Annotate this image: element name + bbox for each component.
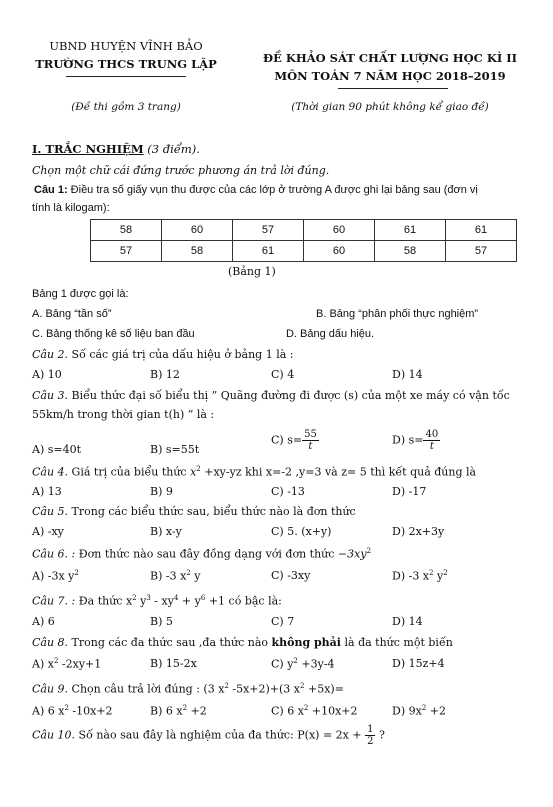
header-rule-left [66, 76, 186, 77]
q3-line1 [32, 389, 510, 402]
q9-option-b[interactable] [150, 704, 207, 718]
time-note: (Thời gian 90 phút không kể giao đề) [291, 101, 489, 113]
q7-exp-1: 2 [132, 594, 137, 602]
q8-stem [32, 636, 453, 649]
q9-a-exponent: 2 [64, 704, 69, 712]
q3-text: Biểu thức đại số biểu thị ” Quãng đường đi được (s) của một xe máy có vận tốc [68, 389, 510, 402]
q2-stem [32, 348, 293, 361]
table-cell: 58 [91, 220, 162, 241]
q6-d-exponent-2: 2 [443, 569, 448, 577]
q9-exp-1: 2 [224, 682, 229, 690]
q8-option-a[interactable] [32, 657, 101, 671]
q8-c-prefix: C) y [271, 657, 294, 671]
q4-exponent: 2 [196, 465, 201, 473]
q2-text: Số các giá trị của dấu hiệu ở bảng 1 là : [68, 348, 294, 361]
q7-option-c[interactable]: C) 7 [271, 615, 295, 628]
q3-d-numerator: 40 [425, 429, 439, 440]
q6-d-exponent-1: 2 [429, 569, 434, 577]
q6-option-a[interactable] [32, 569, 79, 583]
q9-c-tail: +10x+2 [308, 704, 358, 718]
q7-text-e: +1 có bậc là: [205, 594, 282, 608]
q9-d-prefix: D) 9x [392, 704, 422, 718]
q3-option-b[interactable]: B) s=55t [150, 443, 200, 456]
q6-a-text: A) -3x y [32, 569, 75, 583]
q2-option-c[interactable]: C) 4 [271, 368, 295, 381]
table-row [91, 220, 517, 241]
q5-option-c[interactable]: C) 5. (x+y) [271, 525, 332, 538]
q6-b-exponent: 2 [186, 569, 191, 577]
q9-text-3: +5x)= [304, 682, 344, 696]
q4-option-b[interactable]: B) 9 [150, 485, 173, 498]
q6-option-b[interactable] [150, 569, 200, 583]
q1-option-b[interactable]: B. Bảng “phân phối thực nghiệm” [316, 308, 479, 320]
q5-stem [32, 505, 356, 518]
q7-text-d: + y [178, 594, 201, 608]
q1-label: Câu 1: [34, 184, 68, 196]
q6-d-text: D) -3 x [392, 569, 430, 583]
q6-monomial: −3xy [337, 547, 367, 561]
q1-line2: tính là kilogam): [32, 202, 110, 214]
q7-option-b[interactable]: B) 5 [150, 615, 173, 628]
q7-text-b: y [136, 594, 147, 608]
q10-text: Số nào sau đây là nghiệm của đa thức: P(x) = 2x + [75, 728, 366, 742]
q9-option-c[interactable] [271, 704, 358, 718]
q3-option-c[interactable] [271, 429, 319, 452]
q8-text-b: là đa thức một biến [341, 636, 453, 649]
q1-text: Điều tra số giấy vụn thu được của các lớp ở trường A được ghi lại bảng sau (đơn vị [67, 184, 478, 196]
q9-b-tail: +2 [187, 704, 207, 718]
q7-label: Câu 7. : [32, 594, 76, 608]
q2-option-b[interactable]: B) 12 [150, 368, 180, 381]
q8-a-tail: -2xy+1 [58, 657, 102, 671]
q9-c-exponent: 2 [303, 704, 309, 712]
q9-option-d[interactable] [392, 704, 446, 718]
q4-text-tail: +xy-yz khi x=-2 ,y=3 và z= 5 thì kết quả đúng là [200, 465, 477, 479]
table-caption: (Bảng 1) [228, 265, 276, 278]
q6-b-tail: y [190, 569, 201, 583]
q9-text: Chọn câu trả lời đúng : (3 x [68, 682, 225, 696]
q3-d-prefix: D) s= [392, 433, 424, 447]
table-cell: 61 [375, 220, 446, 241]
q7-stem [32, 594, 282, 608]
q2-option-d[interactable]: D) 14 [392, 368, 423, 381]
q4-var: x [190, 465, 197, 479]
q10-label: Câu 10. [32, 728, 76, 742]
q10-denominator: 2 [367, 736, 374, 747]
q3-option-a[interactable]: A) s=40t [32, 443, 82, 456]
q3-d-fraction [423, 429, 440, 452]
q9-b-prefix: B) 6 x [150, 704, 183, 718]
q5-option-d[interactable]: D) 2x+3y [392, 525, 445, 538]
q8-c-tail: +3y-4 [297, 657, 335, 671]
school-name: TRƯỜNG THCS TRUNG LẬP [35, 57, 217, 71]
q8-option-d[interactable]: D) 15z+4 [392, 657, 445, 670]
table-cell: 58 [162, 241, 233, 262]
q9-exp-2: 2 [300, 682, 305, 690]
q9-b-exponent: 2 [182, 704, 188, 712]
q4-label: Câu 4. [32, 465, 69, 479]
q3-line2: 55km/h trong thời gian t(h) ” là : [32, 408, 215, 421]
q9-d-exponent: 2 [421, 704, 427, 712]
section-title: I. TRẮC NGHIỆM [32, 142, 144, 156]
q10-stem [32, 724, 385, 747]
q10-fraction [365, 724, 375, 747]
q9-c-prefix: C) 6 x [271, 704, 304, 718]
q7-text-c: - xy [150, 594, 174, 608]
pages-note: (Đề thi gồm 3 trang) [71, 101, 181, 113]
q10-numerator: 1 [367, 724, 374, 735]
q1-option-d[interactable]: D. Bảng dấu hiệu. [286, 328, 375, 340]
q5-option-a[interactable]: A) -xy [32, 525, 64, 538]
q9-a-prefix: A) 6 x [32, 704, 65, 718]
q3-c-prefix: C) s= [271, 433, 303, 447]
q6-monomial-exponent: 2 [366, 547, 372, 555]
q8-c-exponent: 2 [293, 657, 298, 665]
q6-a-exponent: 2 [74, 569, 79, 577]
q8-a-prefix: A) x [32, 657, 54, 671]
table-cell: 57 [233, 220, 304, 241]
q2-option-a[interactable]: A) 10 [32, 368, 62, 381]
table-cell: 60 [304, 220, 375, 241]
q7-text-a: Đa thức x [75, 594, 133, 608]
q9-a-tail: -10x+2 [68, 704, 113, 718]
table-cell: 61 [233, 241, 304, 262]
q7-exp-3: 4 [173, 594, 179, 602]
q5-option-b[interactable]: B) x-y [150, 525, 182, 538]
data-table [90, 219, 517, 262]
q7-exp-4: 6 [200, 594, 206, 602]
q9-option-a[interactable] [32, 704, 113, 718]
table-cell: 57 [446, 241, 517, 262]
q4-text: Giá trị của biểu thức [68, 465, 191, 479]
q4-option-a[interactable]: A) 13 [32, 485, 62, 498]
table-cell: 57 [91, 241, 162, 262]
q8-emphasis: không phải [271, 636, 341, 649]
q10-tail: ? [375, 728, 385, 742]
q7-exp-2: 3 [146, 594, 151, 602]
section-instruction: Chọn một chữ cái đứng trước phương án trả lời đúng. [32, 164, 330, 177]
q3-option-d[interactable] [392, 429, 440, 452]
q4-option-c[interactable]: C) -13 [271, 485, 305, 498]
q8-text-a: Trong các đa thức sau ,đa thức nào [68, 636, 272, 649]
section-heading [32, 142, 200, 156]
q6-text: Đơn thức nào sau đây đồng dạng với đơn thức [75, 547, 338, 561]
table-cell: 60 [304, 241, 375, 262]
q1-prompt: Bảng 1 được gọi là: [32, 288, 129, 300]
q5-label: Câu 5. [32, 505, 69, 518]
q3-c-numerator: 55 [304, 429, 317, 440]
q1-line1 [34, 184, 478, 196]
q3-c-fraction [302, 429, 319, 452]
q7-option-a[interactable]: A) 6 [32, 615, 55, 628]
table-cell: 60 [162, 220, 233, 241]
q2-label: Câu 2. [32, 348, 69, 361]
q3-d-denominator: t [429, 441, 434, 452]
q6-d-mid: y [433, 569, 444, 583]
q8-option-c[interactable] [271, 657, 335, 671]
subject-title: MÔN TOÁN 7 NĂM HỌC 2018–2019 [274, 69, 506, 83]
q3-c-denominator: t [308, 441, 313, 452]
q9-d-tail: +2 [426, 704, 446, 718]
q7-option-d[interactable]: D) 14 [392, 615, 423, 628]
q6-label: Câu 6. : [32, 547, 76, 561]
q1-option-a[interactable]: A. Bảng “tần số” [32, 308, 112, 320]
q8-option-b[interactable]: B) 15-2x [150, 657, 197, 670]
q6-option-d[interactable] [392, 569, 448, 583]
q6-option-c[interactable]: C) -3xy [271, 569, 311, 582]
q3-label: Câu 3. [32, 389, 69, 402]
table-cell: 61 [446, 220, 517, 241]
table-row [91, 241, 517, 262]
table-cell: 58 [375, 241, 446, 262]
q9-stem [32, 682, 344, 696]
exam-title: ĐỀ KHẢO SÁT CHẤT LƯỢNG HỌC KÌ II [263, 51, 517, 65]
district-name: UBND HUYỆN VĨNH BẢO [49, 39, 203, 53]
q9-text-2: -5x+2)+(3 x [228, 682, 301, 696]
q5-text: Trong các biểu thức sau, biểu thức nào là đơn thức [68, 505, 356, 518]
q9-label: Câu 9. [32, 682, 69, 696]
section-points: (3 điểm). [143, 142, 200, 156]
header-rule-right [338, 88, 448, 89]
q4-option-d[interactable]: D) -17 [392, 485, 427, 498]
q8-a-exponent: 2 [53, 657, 59, 665]
q6-stem [32, 547, 371, 561]
q1-option-c[interactable]: C. Bảng thống kê số liệu ban đầu [32, 328, 195, 340]
q8-label: Câu 8. [32, 636, 69, 649]
q6-b-text: B) -3 x [150, 569, 187, 583]
q4-stem [32, 465, 476, 479]
